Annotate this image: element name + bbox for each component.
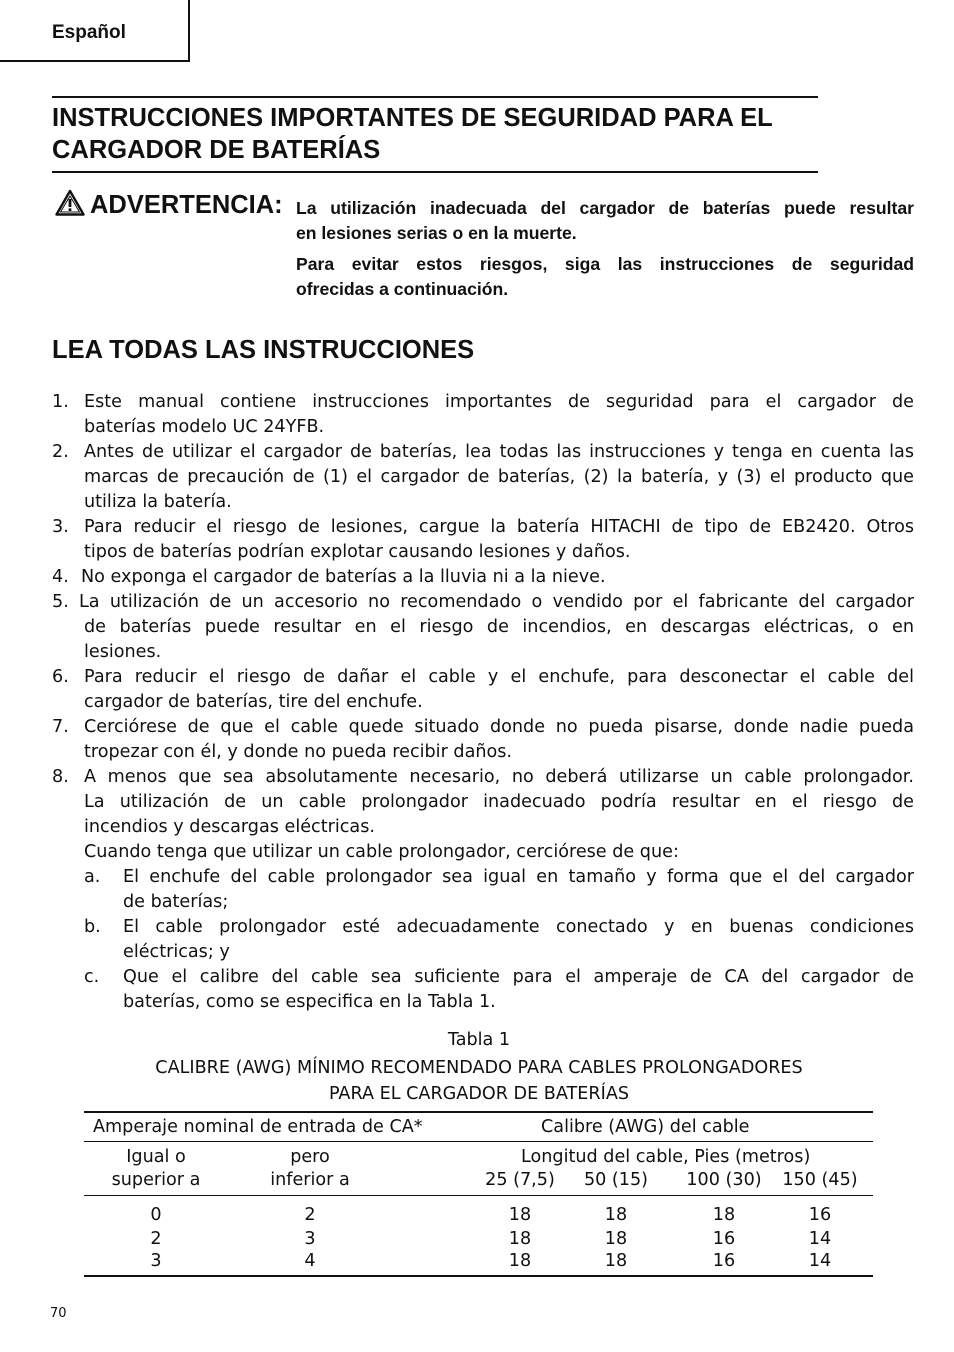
table-header-length-50: 50 (15) — [583, 1170, 649, 1190]
list-item — [0, 515, 954, 540]
page-title — [52, 102, 842, 166]
item-number: c. — [84, 967, 100, 987]
item-line: lesiones. — [84, 642, 162, 662]
table-header-length: Longitud del cable, Pies (metros) — [521, 1147, 811, 1167]
table-header-length-100: 100 (30) — [686, 1170, 762, 1190]
warning-label: ADVERTENCIA: — [90, 191, 283, 219]
warning-text-2a: Para evitar estos riesgos, siga las instrucciones de seguridad — [296, 254, 914, 274]
table-cell: 18 — [604, 1205, 628, 1225]
table-header-amperage: Amperaje nominal de entrada de CA* — [93, 1117, 423, 1137]
item-number: 5. — [52, 592, 69, 612]
table-cell: 18 — [508, 1205, 532, 1225]
page-number: 70 — [50, 1306, 67, 1321]
item-line: Antes de utilizar el cargador de baterías, lea todas las instrucciones y tenga en cuenta las — [84, 442, 914, 462]
table-caption: Tabla 1 — [447, 1030, 511, 1050]
language-label: Español — [52, 22, 126, 43]
table-header-max: pero — [290, 1147, 330, 1167]
item-number: 4. — [52, 567, 69, 587]
item-line: El cable prolongador esté adecuadamente conectado y en buenas condiciones — [123, 917, 914, 937]
item-line: incendios y descargas eléctricas. — [84, 817, 375, 837]
item-line: utiliza la batería. — [84, 492, 232, 512]
item-number: 6. — [52, 667, 69, 687]
table-cell: 18 — [508, 1251, 532, 1271]
table-cell: 3 — [150, 1251, 162, 1271]
list-item — [0, 765, 954, 790]
list-item — [0, 665, 954, 690]
item-line: cargador de baterías, tire del enchufe. — [84, 692, 423, 712]
instruction-list — [0, 390, 954, 1015]
item-line: Para reducir el riesgo de lesiones, cargue la batería HITACHI de tipo de EB2420. Otros — [84, 517, 914, 537]
list-item — [0, 715, 954, 740]
table-cell: 18 — [604, 1251, 628, 1271]
warning-text-1b: en lesiones serias o en la muerte. — [296, 223, 577, 243]
list-item — [0, 915, 954, 940]
table-top-rule — [84, 1111, 873, 1113]
table-cell: 18 — [712, 1205, 736, 1225]
table-cell: 2 — [150, 1229, 162, 1249]
table-cell: 14 — [808, 1251, 832, 1271]
item-line: eléctricas; y — [123, 942, 230, 962]
warning-text-2b: ofrecidas a continuación. — [296, 279, 509, 299]
item-line: No exponga el cargador de baterías a la lluvia ni a la nieve. — [81, 567, 606, 587]
title-bottom-rule — [52, 171, 818, 173]
item-number: 2. — [52, 442, 69, 462]
warning-triangle-icon — [55, 189, 85, 216]
item-line: tropezar con él, y donde no pueda recibir daños. — [84, 742, 513, 762]
item-line: El enchufe del cable prolongador sea igual en tamaño y forma que el del cargador — [123, 867, 914, 887]
item-line: tipos de baterías podrían explotar causando lesiones y daños. — [84, 542, 631, 562]
table-cell: 18 — [508, 1229, 532, 1249]
table-cell: 14 — [808, 1229, 832, 1249]
item-number: b. — [84, 917, 101, 937]
warning-text-1 — [296, 196, 914, 246]
language-tab — [0, 0, 190, 62]
table-cell: 18 — [604, 1229, 628, 1249]
table-header-min: superior a — [111, 1170, 201, 1190]
table-cell: 4 — [304, 1251, 316, 1271]
page-title-line-1: INSTRUCCIONES IMPORTANTES DE SEGURIDAD PARA EL — [52, 104, 773, 132]
item-number: 3. — [52, 517, 69, 537]
list-item — [0, 440, 954, 465]
table-header-min: Igual o — [126, 1147, 186, 1167]
warning-text-1a: La utilización inadecuada del cargador de baterías puede resultar — [296, 198, 914, 218]
table-cell: 0 — [150, 1205, 162, 1225]
list-item — [0, 565, 954, 590]
title-top-rule — [52, 96, 818, 98]
table-cell: 16 — [712, 1229, 736, 1249]
table-subheader-rule — [84, 1195, 873, 1196]
item-number: 1. — [52, 392, 69, 412]
table-title-line-1: CALIBRE (AWG) MÍNIMO RECOMENDADO PARA CABLES PROLONGADORES — [155, 1058, 803, 1078]
item-number: 7. — [52, 717, 69, 737]
item-line: Cerciórese de que el cable quede situado donde no pueda pisarse, donde nadie pueda — [84, 717, 914, 737]
list-item — [0, 865, 954, 890]
item-line: A menos que sea absolutamente necesario, no deberá utilizarse un cable prolongador. — [84, 767, 914, 787]
table-header-rule — [84, 1141, 873, 1142]
table-title-line-2: PARA EL CARGADOR DE BATERÍAS — [328, 1084, 630, 1104]
item-number: a. — [84, 867, 101, 887]
table-cell: 16 — [808, 1205, 832, 1225]
item-line: baterías modelo UC 24YFB. — [84, 417, 325, 437]
page-title-line-2: CARGADOR DE BATERÍAS — [52, 136, 381, 164]
table-cell: 3 — [304, 1229, 316, 1249]
item-number: 8. — [52, 767, 69, 787]
item-line: La utilización de un cable prolongador inadecuado podría resultar en el riesgo de — [84, 792, 914, 812]
item-line: de baterías puede resultar en el riesgo de incendios, en descargas eléctricas, o en — [84, 617, 914, 637]
table-bottom-rule — [84, 1275, 873, 1277]
table-header-gauge: Calibre (AWG) del cable — [541, 1117, 750, 1137]
table-header-max: inferior a — [270, 1170, 350, 1190]
table-header-length-150: 150 (45) — [782, 1170, 858, 1190]
item-line: de baterías; — [123, 892, 229, 912]
table-header-length-25: 25 (7,5) — [485, 1170, 555, 1190]
item-line: marcas de precaución de (1) el cargador de baterías, (2) la batería, y (3) el producto que — [84, 467, 914, 487]
list-item — [0, 965, 954, 990]
section-title: LEA TODAS LAS INSTRUCCIONES — [52, 336, 475, 364]
item-line: Este manual contiene instrucciones importantes de seguridad para el cargador de — [84, 392, 914, 412]
table-cell: 16 — [712, 1251, 736, 1271]
table-cell: 2 — [304, 1205, 316, 1225]
list-item — [0, 390, 954, 415]
list-item — [0, 590, 954, 615]
warning-text-2 — [296, 252, 914, 302]
item-line: Para reducir el riesgo de dañar el cable y el enchufe, para desconectar el cable del — [84, 667, 914, 687]
item-line: Cuando tenga que utilizar un cable prolongador, cerciórese de que: — [84, 842, 679, 862]
item-line: La utilización de un accesorio no recomendado o vendido por el fabricante del cargador — [79, 592, 914, 612]
item-line: baterías, como se especifica en la Tabla 1. — [123, 992, 496, 1012]
item-line: Que el calibre del cable sea suficiente para el amperaje de CA del cargador de — [123, 967, 914, 987]
